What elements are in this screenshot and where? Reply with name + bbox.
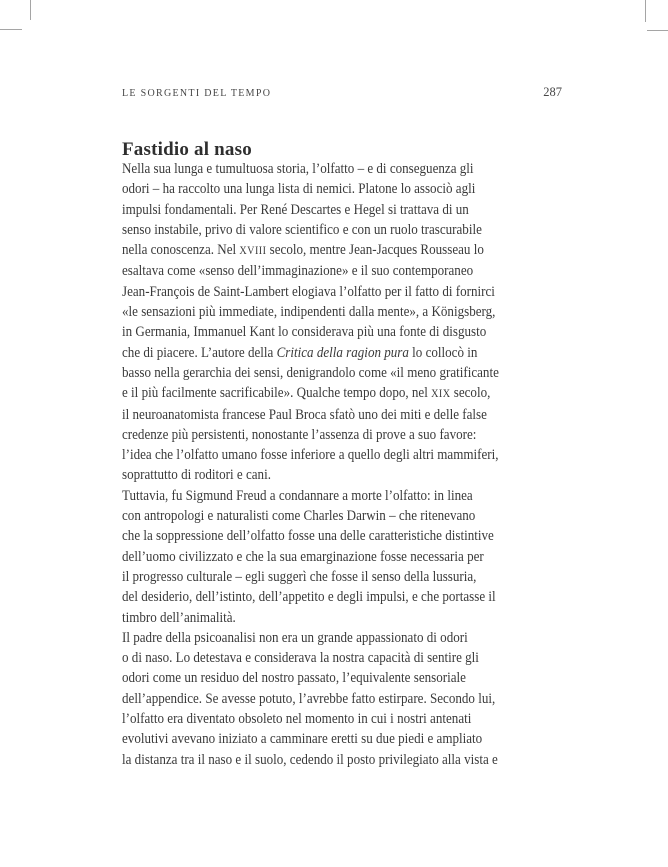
text-line bbox=[122, 282, 566, 302]
text-segment: in Germania, Immanuel Kant lo considerava più una fonte di disgusto bbox=[122, 324, 487, 341]
text-line bbox=[122, 405, 566, 425]
text-line bbox=[122, 343, 566, 363]
page-header bbox=[122, 85, 562, 100]
text-line bbox=[122, 159, 566, 179]
text-segment: odori come un residuo del nostro passato, l’equivalente sensoriale bbox=[122, 670, 466, 687]
text-line bbox=[122, 445, 566, 465]
crop-mark-top-left-horizontal bbox=[0, 29, 22, 30]
text-segment: che di piacere. L’autore della bbox=[122, 344, 277, 361]
text-line bbox=[122, 261, 566, 281]
text-line bbox=[122, 220, 566, 240]
text-line bbox=[122, 200, 566, 220]
text-segment: Nella sua lunga e tumultuosa storia, l’olfatto – e di conseguenza gli bbox=[122, 161, 474, 177]
text-line bbox=[122, 668, 566, 688]
text-segment: evolutivi avevano iniziato a camminare eretti su due piedi e ampliato bbox=[122, 731, 483, 748]
text-segment: Tuttavia, fu Sigmund Freud a condannare a morte l’olfatto: in linea bbox=[122, 487, 473, 504]
text-segment-italic: Critica della ragion pura bbox=[276, 344, 409, 361]
text-line bbox=[122, 363, 566, 383]
text-segment: dell’uomo civilizzato e che la sua emarginazione fosse necessaria per bbox=[122, 548, 484, 565]
text-line bbox=[122, 689, 566, 709]
text-line bbox=[122, 302, 566, 322]
text-segment: secolo, mentre Jean-Jacques Rousseau lo bbox=[266, 242, 484, 259]
text-line bbox=[122, 506, 566, 526]
text-line bbox=[122, 587, 566, 607]
text-segment: il neuroanatomista francese Paul Broca sfatò uno dei miti e delle false bbox=[122, 406, 487, 423]
text-line bbox=[122, 486, 566, 506]
text-line bbox=[122, 322, 566, 342]
crop-mark-top-left-vertical bbox=[30, 0, 31, 20]
body-text bbox=[122, 159, 566, 770]
text-line bbox=[122, 750, 566, 770]
text-segment: dell’appendice. Se avesse potuto, l’avrebbe fatto estirpare. Secondo lui, bbox=[122, 690, 496, 707]
text-segment: Jean-François de Saint-Lambert elogiava l’olfatto per il fatto di fornirci bbox=[122, 283, 495, 300]
text-segment: e il più facilmente sacrificabile». Qualche tempo dopo, nel bbox=[122, 385, 432, 402]
text-segment: l’olfatto era diventato obsoleto nel momento in cui i nostri antenati bbox=[122, 711, 472, 728]
text-line bbox=[122, 383, 566, 404]
text-segment: lo collocò in bbox=[408, 344, 478, 361]
text-line bbox=[122, 240, 566, 261]
text-line bbox=[122, 465, 566, 485]
text-segment: nella conoscenza. Nel bbox=[122, 242, 240, 259]
text-line bbox=[122, 628, 566, 648]
text-segment: esaltava come «senso dell’immaginazione» e il suo contemporaneo bbox=[122, 263, 474, 280]
text-segment: il progresso culturale – egli suggerì che fosse il senso della lussuria, bbox=[122, 568, 477, 585]
text-line bbox=[122, 547, 566, 567]
text-segment: secolo, bbox=[450, 385, 491, 402]
text-segment: timbro dell’animalità. bbox=[122, 609, 236, 626]
text-segment-smallcaps: XIX bbox=[431, 387, 451, 401]
text-segment: l’idea che l’olfatto umano fosse inferiore a quello degli altri mammiferi, bbox=[122, 447, 499, 464]
text-line bbox=[122, 526, 566, 546]
text-segment: senso instabile, privo di valore scientifico e con un ruolo trascurabile bbox=[122, 221, 482, 238]
text-segment: Il padre della psicoanalisi non era un grande appassionato di odori bbox=[122, 629, 468, 646]
text-segment: con antropologi e naturalisti come Charles Darwin – che ritenevano bbox=[122, 508, 476, 525]
text-line bbox=[122, 425, 566, 445]
text-segment: basso nella gerarchia dei sensi, denigrandolo come «il meno gratificante bbox=[122, 364, 499, 381]
text-line bbox=[122, 648, 566, 668]
text-segment: soprattutto di roditori e cani. bbox=[122, 467, 271, 484]
text-segment: odori – ha raccolto una lunga lista di nemici. Platone lo associò agli bbox=[122, 181, 476, 198]
text-line bbox=[122, 729, 566, 749]
text-segment: o di naso. Lo detestava e considerava la nostra capacità di sentire gli bbox=[122, 650, 479, 667]
text-line bbox=[122, 709, 566, 729]
text-segment: che la soppressione dell’olfatto fosse una delle caratteristiche distintive bbox=[122, 528, 494, 545]
crop-mark-top-right-horizontal bbox=[647, 30, 668, 31]
crop-mark-top-right-vertical bbox=[645, 0, 646, 22]
running-header-title: LE SORGENTI DEL TEMPO bbox=[122, 88, 272, 99]
section-heading: Fastidio al naso bbox=[122, 139, 252, 160]
text-line bbox=[122, 179, 566, 199]
text-segment: impulsi fondamentali. Per René Descartes e Hegel si trattava di un bbox=[122, 201, 469, 218]
text-line bbox=[122, 567, 566, 587]
text-segment: del desiderio, dell’istinto, dell’appetito e degli impulsi, e che portasse il bbox=[122, 589, 496, 606]
text-line bbox=[122, 608, 566, 628]
text-segment: credenze più persistenti, nonostante l’assenza di prove a suo favore: bbox=[122, 426, 477, 443]
text-segment-smallcaps: XVIII bbox=[239, 244, 267, 258]
text-segment: «le sensazioni più immediate, indipendenti dalla mente», a Königsberg, bbox=[122, 304, 496, 321]
text-segment: la distanza tra il naso e il suolo, cedendo il posto privilegiato alla vista e bbox=[122, 751, 498, 768]
page-number: 287 bbox=[543, 85, 562, 99]
